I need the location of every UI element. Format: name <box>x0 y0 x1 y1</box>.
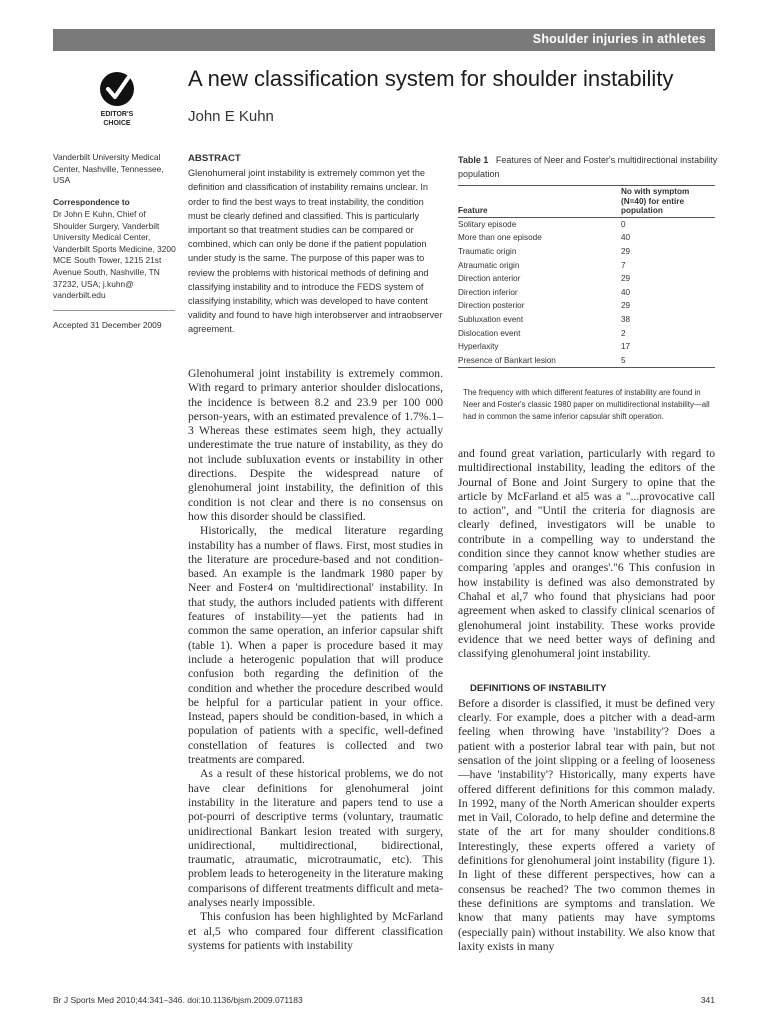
logo-line1: EDITOR'S <box>100 111 134 118</box>
correspondence-heading: Correspondence to <box>53 197 130 207</box>
table-row <box>458 217 715 231</box>
body-paragraph: Glenohumeral joint instability is extremely common. With regard to primary anterior shoulder dislocations, the incidence is between 8.2 and 23.9 per 100 000 person-years, with an estimated prevalence of 1.7%.1–3 Whereas these estimates seem high, they actually underestimate the true nature of instability, as they do not include subluxation events or instability in other directions. Despite the widespread nature of glenohumeral joint instability, the definition of this condition is not clear and there is no consensus on how this disorder should be classified. <box>188 367 443 523</box>
table-cell-count: 7 <box>621 260 626 270</box>
checkmark-badge-icon <box>98 70 136 108</box>
table-cell-count: 17 <box>621 342 631 352</box>
table-row <box>458 245 715 259</box>
table-caption <box>458 153 720 181</box>
table-header-row <box>458 186 715 218</box>
table-cell-count: 5 <box>621 355 626 365</box>
accepted-date: Accepted 31 December 2009 <box>53 320 162 330</box>
body-left-column <box>188 367 443 953</box>
table-cell-count: 40 <box>621 287 631 297</box>
table-row <box>458 258 715 272</box>
table-row <box>458 285 715 299</box>
body-paragraph: This confusion has been highlighted by McFarland et al,5 who compared four different classification systems for patients with instability <box>188 910 443 952</box>
body-paragraph: Historically, the medical literature regarding instability has a number of flaws. First, most studies in the literature are procedure-based and not condition-based. An example is the landmark 1980 paper by Neer and Foster4 on 'multidirectional' instability. In that study, the authors included patients with different features of instability—yet the patients had in common the same operation, an inferior capsular shift (table 1). When a paper is procedure based it may include a heterogenic population that will produce confusion both regarding the definition of the condition and whether the procedure described would be helpful for a particular patient in your office. Instead, papers should be condition-based, in which a population of patients with a specific, well-defined constellation of features is collected and two treatments are compared. <box>188 524 443 767</box>
section-banner-text: Shoulder injuries in athletes <box>532 32 706 46</box>
correspondence-text: Dr John E Kuhn, Chief of Shoulder Surgery, Vanderbilt University Medical Center, Vanderbilt Sports Medicine, 3200 MCE South Tower, 1215 21st Avenue South, Nashville, TN 37232, USA; j.kuhn@ vanderbilt.edu <box>53 209 176 301</box>
table-row <box>458 272 715 286</box>
table-header-feature: Feature <box>458 206 488 215</box>
table-cell-feature: Direction anterior <box>458 274 521 284</box>
editors-choice-logo <box>92 70 142 128</box>
page-number: 341 <box>700 995 715 1005</box>
table-row <box>458 353 715 367</box>
article-title: A new classification system for shoulder instability <box>188 66 674 91</box>
table-cell-feature: Traumatic origin <box>458 246 517 256</box>
table-cell-feature: Direction posterior <box>458 301 525 311</box>
table-cell-feature: Presence of Bankart lesion <box>458 355 556 365</box>
table-row <box>458 326 715 340</box>
table-cell-count: 29 <box>621 274 631 284</box>
table-cell-feature: Hyperlaxity <box>458 342 499 352</box>
body-paragraph: As a result of these historical problems, we do not have clear definitions for glenohumeral joint instability in the literature and papers tend to use a pot-pourri of descriptive terms (voluntary, traumatic unidirectional Bankart lesion treated with surgery, unidirectional, multidirectional, bidirectional, traumatic, atraumatic, microtraumatic, etc). This problem leads to heterogeneity in the literature making comparisons of different treatments difficult and meta-analyses nearly impossible. <box>188 767 443 909</box>
table-cell-feature: Solitary episode <box>458 219 517 229</box>
table-row <box>458 231 715 245</box>
table-cell-count: 40 <box>621 233 631 243</box>
abstract-block <box>188 152 446 337</box>
body-right-column <box>458 447 715 954</box>
features-table <box>458 185 715 368</box>
table-cell-count: 2 <box>621 328 626 338</box>
article-author: John E Kuhn <box>188 108 274 125</box>
table-cell-count: 38 <box>621 314 631 324</box>
footer-citation: Br J Sports Med 2010;44:341–346. doi:10.1136/bjsm.2009.071183 <box>53 995 303 1005</box>
body-paragraph: Before a disorder is classified, it must be defined very clearly. For example, does a pitcher with a dead-arm feeling when throwing have 'instability'? Does a patient with a posterior labral tear with pain, but not sensation of the joint slipping or a feeling of looseness—have 'instability'? Historically, many experts have offered different definitions for this common malady. In 1992, many of the North American shoulder experts met in Vail, Colorado, to help define and determine the state of the art for many shoulder conditions.8 Interestingly, these experts offered a variety of definitions for glenohumeral joint instability (figure 1). In light of these different perspectives, how can a consensus be reached? The two common themes in these definitions are symptoms and translation. We know that many patients may have symptoms (especially pain) without instability. We also know that laxity exists in many <box>458 696 715 953</box>
table-cell-feature: Atraumatic origin <box>458 260 520 270</box>
table-caption-text: Features of Neer and Foster's multidirectional instability population <box>458 155 718 179</box>
table-row <box>458 340 715 354</box>
table-header-count: No with symptom (N=40) for entire population <box>621 187 690 215</box>
body-paragraph: and found great variation, particularly with regard to multidirectional instability, leading the editors of the Journal of Bone and Joint Surgery to opine that the article by McFarland et al5 was a "...provocative call to action", and "Until the criteria for diagnosis are clearly defined, investigators will be unable to contribute in a compelling way to understand the condition since they cannot know whether studies are comparing 'apples and oranges'."6 This confusion in how instability is defined was also demonstrated by Chahal et al,7 who found that physicians had poor agreement when asked to classify clinical scenarios of glenohumeral joint instability. These works provide evidence that we need better ways of defining and classifying glenohumeral joint instability. <box>458 447 715 661</box>
section-banner <box>53 29 715 51</box>
section-heading: DEFINITIONS OF INSTABILITY <box>470 683 607 695</box>
table-row <box>458 299 715 313</box>
sidebar-divider <box>53 310 175 311</box>
table-cell-feature: More than one episode <box>458 233 542 243</box>
table-cell-count: 29 <box>621 301 631 311</box>
table-cell-count: 0 <box>621 219 626 229</box>
table-cell-count: 29 <box>621 246 631 256</box>
table-cell-feature: Dislocation event <box>458 328 521 338</box>
table-cell-feature: Subluxation event <box>458 314 524 324</box>
affiliation: Vanderbilt University Medical Center, Nashville, Tennessee, USA <box>53 152 164 186</box>
table-label: Table 1 <box>458 155 489 165</box>
table-row <box>458 313 715 327</box>
abstract-heading: ABSTRACT <box>188 153 241 164</box>
table-footnote: The frequency with which different features of instability are found in Neer and Foster's classic 1980 paper on multidirectional instability—all had in common the same inferior capsular shift operation. <box>463 388 710 421</box>
table-cell-feature: Direction inferior <box>458 287 518 297</box>
logo-line2: CHOICE <box>103 120 131 127</box>
abstract-text: Glenohumeral joint instability is extremely common yet the definition and classification of instability remains unclear. In order to find the best ways to treat instability, the condition must be clearly defined and classified. This is particularly important so that treatment studies can be compared or combined, which can only be done if the patient population under study is the same. The purpose of this paper was to review the problems with historical methods of defining and classifying instability and to introduce the FEDS system of classifying instability, which was developed to have content validity and found to have high interobserver and intraobserver agreement. <box>188 168 443 335</box>
